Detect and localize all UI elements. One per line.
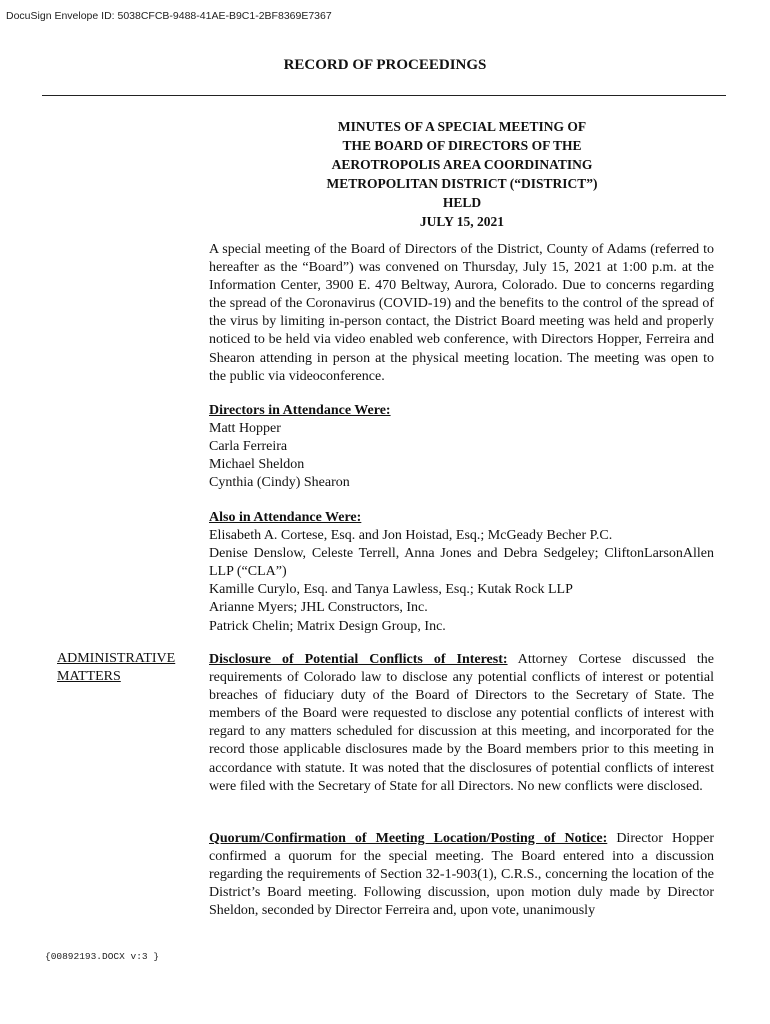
directors-heading: Directors in Attendance Were: [209,403,391,418]
attendee-entry: Denise Denslow, Celeste Terrell, Anna Jones and Debra Sedgeley; CliftonLarsonAllen LLP (“CLA”) [209,546,714,580]
director-name: Matt Hopper [209,421,281,437]
attendee-entry: Arianne Myers; JHL Constructors, Inc. [209,600,428,616]
disclosure-heading: Disclosure of Potential Conflicts of Interest: [209,652,508,667]
director-name: Cynthia (Cindy) Shearon [209,475,350,491]
minutes-heading [210,117,714,231]
heading-line: MINUTES OF A SPECIAL MEETING OF [337,119,587,134]
envelope-id: DocuSign Envelope ID: 5038CFCB-9488-41AE-B9C1-2BF8369E7367 [6,10,332,22]
section-label [57,650,175,686]
record-title: RECORD OF PROCEEDINGS [283,57,487,73]
director-name: Michael Sheldon [209,457,305,473]
intro-text: A special meeting of the Board of Directors of the District, County of Adams (referred to hereafter as the “Board”) was convened on Thursday, July 15, 2021 at 1:00 p.m. at the Information Center, 3900 E. 470 Beltway, Aurora, Colorado. Due to concerns regarding the spread of the Coronavirus (COVID-19) and the benefits to the control of the spread of the virus by limiting in-person contact, the District Board meeting was held and properly noticed to be held via video enabled web conference, with Directors Hopper, Ferreira and Shearon attending in person at the physical meeting location. The meeting was open to the public via videoconference. [209,242,714,384]
directors-section [209,402,714,492]
heading-line: AEROTROPOLIS AREA COORDINATING [331,157,593,172]
also-attending-heading: Also in Attendance Were: [209,510,362,525]
disclosure-section [209,651,714,796]
quorum-text: Director Hopper confirmed a quorum for the special meeting. The Board entered into a discussion regarding the requirements of Section 32-1-903(1), C.R.S., concerning the location of the District’s Board meeting. Following discussion, upon motion duly made by Director Sheldon, seconded by Director Ferreira and, upon vote, unanimously [209,831,714,919]
section-label-line: MATTERS [57,669,121,685]
intro-paragraph [209,241,714,386]
also-attending-section [209,509,714,636]
document-footer: {00892193.DOCX v:3 } [45,951,160,962]
title-rule [42,95,726,96]
section-label-line: ADMINISTRATIVE [57,651,176,666]
disclosure-text: Attorney Cortese discussed the requirements of Colorado law to disclose any potential conflicts of interest or potential breaches of fiduciary duty of the Board of Directors to the Secretary of State. The members of the Board were requested to disclose any potential conflicts of interest with regard to any matters scheduled for discussion at this meeting, and incorporated for the record those applicable disclosures made by the Board members prior to this meeting in accordance with statute. It was noted that the disclosures of potential conflicts of interest were filed with the Secretary of State for all Directors. No new conflicts were disclosed. [209,652,714,794]
quorum-heading: Quorum/Confirmation of Meeting Location/Posting of Notice: [209,831,608,846]
quorum-section [209,830,714,920]
heading-line: JULY 15, 2021 [419,214,505,229]
director-name: Carla Ferreira [209,439,288,455]
heading-line: THE BOARD OF DIRECTORS OF THE [342,138,582,153]
heading-line: METROPOLITAN DISTRICT (“DISTRICT”) [326,176,598,191]
attendee-entry: Kamille Curylo, Esq. and Tanya Lawless, Esq.; Kutak Rock LLP [209,582,573,598]
heading-line: HELD [442,195,482,210]
attendee-entry: Patrick Chelin; Matrix Design Group, Inc. [209,618,446,634]
attendee-entry: Elisabeth A. Cortese, Esq. and Jon Hoistad, Esq.; McGeady Becher P.C. [209,528,613,544]
